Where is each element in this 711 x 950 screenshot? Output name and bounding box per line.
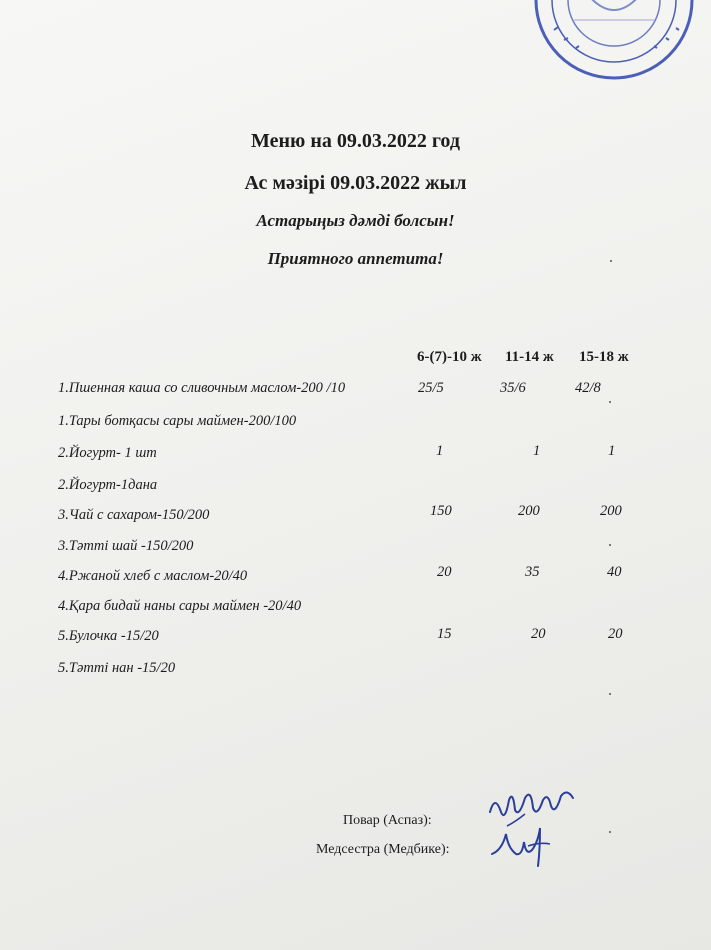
- column-header-age-11-14: 11-14 ж: [505, 349, 554, 365]
- speck: [609, 693, 611, 695]
- wish-ru: Приятного аппетита!: [267, 249, 444, 268]
- column-header-age-6-10: 6-(7)-10 ж: [417, 349, 482, 365]
- portion-value: 20: [437, 564, 452, 580]
- menu-title-ru: Меню на 09.03.2022 год: [251, 130, 460, 152]
- portion-value: 15: [437, 626, 452, 642]
- portion-value: 150: [430, 503, 452, 519]
- menu-item: 4.Ржаной хлеб с маслом-20/40: [58, 568, 248, 584]
- menu-item: 3.Тәтті шай -150/200: [58, 538, 194, 554]
- speck: [609, 831, 611, 833]
- portion-value: 25/5: [418, 380, 444, 396]
- menu-item: 3.Чай с сахаром-150/200: [58, 507, 210, 523]
- speck: [610, 260, 612, 262]
- column-header-age-15-18: 15-18 ж: [579, 349, 629, 365]
- portion-value: 35: [525, 564, 540, 580]
- portion-value: 200: [600, 503, 622, 519]
- wish-kz: Астарыңыз дәмді болсын!: [256, 211, 455, 230]
- menu-item: 5.Булочка -15/20: [58, 628, 159, 644]
- portion-value: 20: [531, 626, 546, 642]
- menu-title-kz: Ас мәзірі 09.03.2022 жыл: [244, 172, 467, 194]
- portion-value: 1: [436, 443, 444, 459]
- portion-value: 1: [608, 443, 616, 459]
- portion-value: 1: [533, 443, 541, 459]
- nurse-signature-label: Медсестра (Медбике):: [316, 842, 450, 857]
- menu-item: 2.Йогурт-1дана: [58, 477, 158, 493]
- nurse-signature: [488, 820, 558, 870]
- portion-value: 20: [608, 626, 623, 642]
- portion-value: 40: [607, 564, 622, 580]
- portion-value: 35/6: [500, 380, 526, 396]
- menu-item: 1.Тары ботқасы сары маймен-200/100: [58, 413, 297, 429]
- speck: [609, 401, 611, 403]
- menu-item: 5.Тәтті нан -15/20: [58, 660, 176, 676]
- menu-item: 4.Қара бидай наны сары маймен -20/40: [58, 598, 302, 614]
- menu-item: 2.Йогурт- 1 шт: [58, 445, 157, 461]
- portion-value: 42/8: [575, 380, 601, 396]
- cook-signature-label: Повар (Аспаз):: [343, 813, 432, 828]
- menu-item: 1.Пшенная каша со сливочным маслом-200 /10: [58, 380, 346, 396]
- official-stamp: [514, 0, 711, 80]
- portion-value: 200: [518, 503, 540, 519]
- speck: [609, 544, 611, 546]
